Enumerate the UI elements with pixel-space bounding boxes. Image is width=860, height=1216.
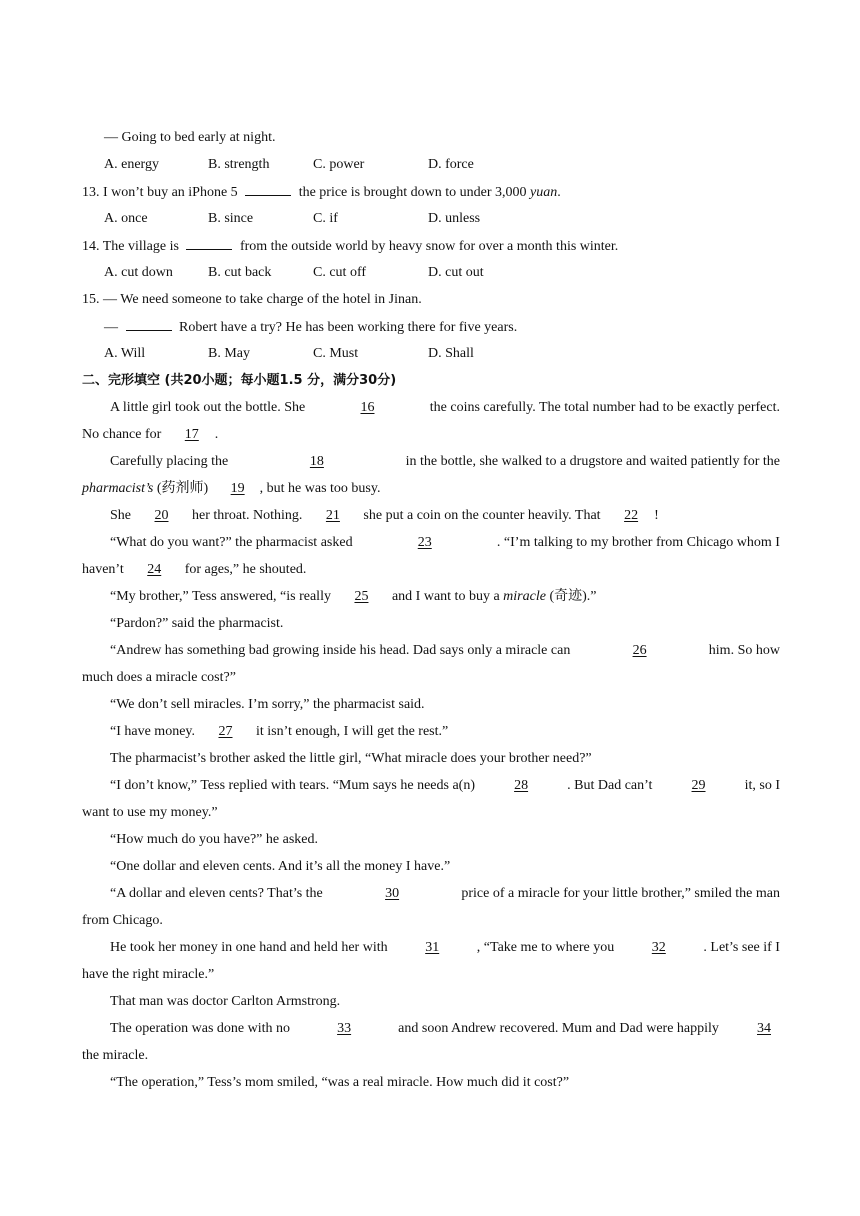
cloze-p14-line2: from Chicago.	[82, 913, 163, 928]
q15-option-c: C. Must	[313, 346, 359, 361]
cloze-p5: “My brother,” Tess answered, “is really 25 and I want to buy a miracle (奇迹).”	[110, 589, 597, 604]
cloze-p2-line2: pharmacist’s (药剂师) 19 , but he was too busy.	[82, 481, 381, 496]
blank-32: 32	[651, 940, 666, 955]
blank-17: 17	[184, 427, 199, 442]
blank-19: 19	[230, 481, 245, 496]
q13-blank	[245, 183, 291, 196]
blank-21: 21	[325, 508, 340, 523]
q14-option-b: B. cut back	[208, 265, 272, 280]
blank-29: 29	[691, 778, 706, 793]
blank-25: 25	[354, 589, 369, 604]
blank-28: 28	[514, 778, 529, 793]
cloze-p1-line2: No chance for 17 .	[82, 427, 219, 442]
blank-22: 22	[624, 508, 639, 523]
cloze-p18: “The operation,” Tess’s mom smiled, “was a real miracle. How much did it cost?”	[110, 1075, 570, 1090]
cloze-p3: She 20 her throat. Nothing. 21 she put a coin on the counter heavily. That 22 !	[110, 508, 659, 523]
cloze-p11-line1: “I don’t know,” Tess replied with tears. “Mum says he needs a(n) 28 . But Dad can’t 29 it, so I	[110, 778, 780, 793]
cloze-p4-line2: haven’t 24 for ages,” he shouted.	[82, 562, 307, 577]
cloze-p9: “I have money. 27 it isn’t enough, I will get the rest.”	[110, 724, 449, 739]
q12-option-b: B. strength	[208, 157, 270, 172]
q13-stem: 13. I won’t buy an iPhone 5 the price is brought down to under 3,000 yuan.	[82, 185, 561, 200]
q14-blank	[186, 237, 232, 250]
q13-option-b: B. since	[208, 211, 254, 226]
cloze-p17-line1: The operation was done with no 33 and soon Andrew recovered. Mum and Dad were happily 34	[110, 1020, 780, 1038]
cloze-p6: “Pardon?” said the pharmacist.	[110, 616, 284, 631]
blank-34: 34	[757, 1021, 771, 1036]
q15-stem-line1: 15. — We need someone to take charge of the hotel in Jinan.	[82, 292, 422, 307]
q12-answer-line: — Going to bed early at night.	[104, 130, 276, 145]
cloze-p14-line1: “A dollar and eleven cents? That’s the 30 price of a miracle for your little brother,” smiled the man	[110, 886, 780, 901]
cloze-p7-line2: much does a miracle cost?”	[82, 670, 236, 685]
blank-18: 18	[309, 454, 324, 469]
q12-option-d: D. force	[428, 157, 474, 172]
blank-26: 26	[632, 643, 647, 658]
q14-option-d: D. cut out	[428, 265, 484, 280]
q13-option-c: C. if	[313, 211, 338, 226]
cloze-p13: “One dollar and eleven cents. And it’s all the money I have.”	[110, 859, 451, 874]
q15-option-d: D. Shall	[428, 346, 474, 361]
blank-23: 23	[417, 535, 432, 550]
cloze-p17-line2: the miracle.	[82, 1048, 149, 1063]
q15-stem-line2: — Robert have a try? He has been working there for five years.	[104, 320, 518, 335]
cloze-p16: That man was doctor Carlton Armstrong.	[110, 994, 341, 1009]
q13-option-d: D. unless	[428, 211, 481, 226]
cloze-p4-line1: “What do you want?” the pharmacist asked 23 . “I’m talking to my brother from Chicago whom I	[110, 535, 780, 550]
q13-option-a: A. once	[104, 211, 148, 226]
q12-option-a: A. energy	[104, 157, 159, 172]
q15-option-a: A. Will	[104, 346, 146, 361]
blank-20: 20	[154, 508, 169, 523]
blank-27: 27	[218, 724, 233, 739]
q14-option-a: A. cut down	[104, 265, 173, 280]
q12-option-c: C. power	[313, 157, 365, 172]
q14-option-c: C. cut off	[313, 265, 367, 280]
cloze-p1-line1: A little girl took out the bottle. She 16 the coins carefully. The total number had to be exactly perfect.	[110, 400, 780, 415]
cloze-p2-line1: Carefully placing the 18 in the bottle, she walked to a drugstore and waited patiently for the	[110, 454, 780, 469]
q15-blank	[126, 318, 172, 331]
blank-33: 33	[337, 1021, 352, 1036]
cloze-p7-line1: “Andrew has something bad growing inside his head. Dad says only a miracle can 26 him. So how	[110, 643, 780, 658]
blank-24: 24	[147, 562, 162, 577]
section-heading: 二、完形填空 (共20小题；每小题1.5 分，满分30分)	[82, 373, 397, 388]
q14-stem: 14. The village is from the outside world by heavy snow for over a month this winter.	[82, 239, 619, 254]
cloze-p12: “How much do you have?” he asked.	[110, 832, 318, 847]
cloze-p11-line2: want to use my money.”	[82, 805, 218, 820]
cloze-p15-line1: He took her money in one hand and held her with 31 , “Take me to where you 32 . Let’s see if I	[110, 940, 780, 955]
blank-30: 30	[385, 886, 400, 901]
blank-16: 16	[360, 400, 375, 415]
cloze-p8: “We don’t sell miracles. I’m sorry,” the pharmacist said.	[110, 697, 425, 712]
blank-31: 31	[425, 940, 440, 955]
cloze-p15-line2: have the right miracle.”	[82, 967, 215, 982]
q15-option-b: B. May	[208, 346, 250, 361]
cloze-p10: The pharmacist’s brother asked the little girl, “What miracle does your brother need?”	[110, 751, 592, 766]
